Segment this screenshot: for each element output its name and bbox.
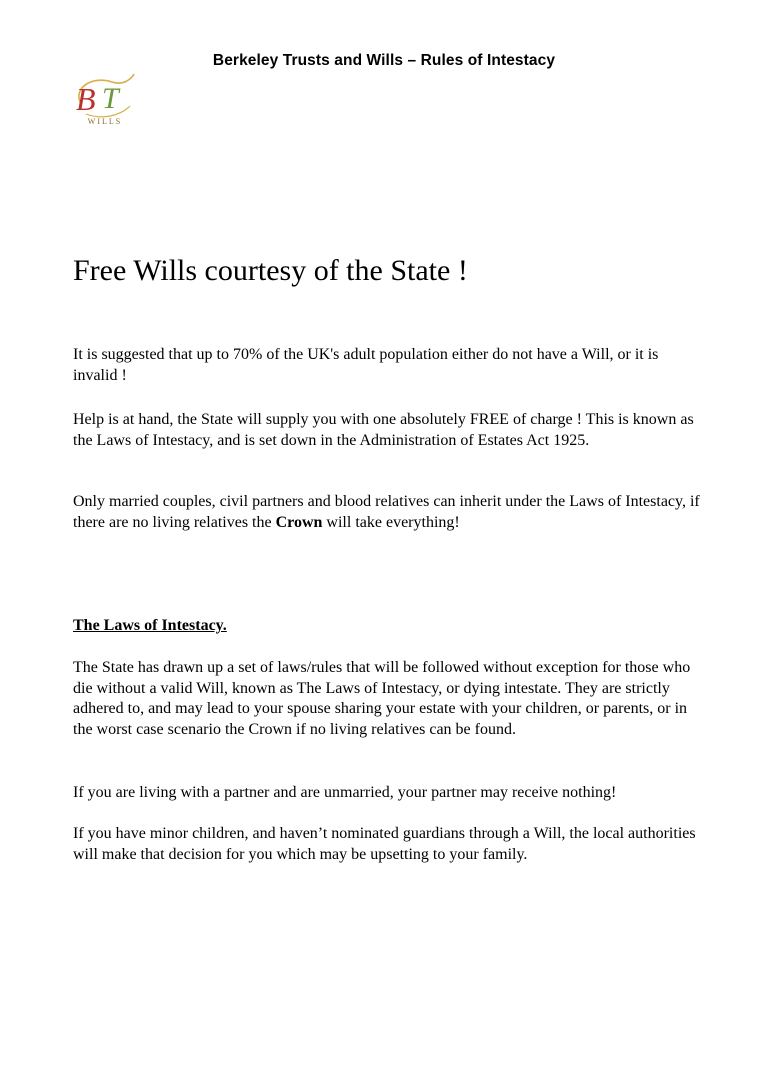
laws-paragraph-2: If you are living with a partner and are unmarried, your partner may receive nothing! bbox=[73, 784, 617, 801]
logo-letter-t: T bbox=[102, 82, 119, 115]
bt-wills-logo bbox=[72, 72, 138, 130]
laws-paragraph-1: The State has drawn up a set of laws/rules that will be followed without exception for those who die without a valid Will, known as The Laws of Intestacy, or dying intestate. They are strictly adhered to, and may lead to your spouse sharing your estate with your children, or parents, or in the worst case scenario the Crown if no living relatives can be found. bbox=[73, 659, 691, 738]
laws-paragraph-3: If you have minor children, and haven’t nominated guardians through a Will, the local authorities will make that decision for you which may be upsetting to your family. bbox=[73, 825, 696, 863]
intro-paragraph-3-end: will take everything! bbox=[322, 513, 460, 531]
logo-letter-b: B bbox=[76, 81, 96, 117]
document-header: Berkeley Trusts and Wills – Rules of Intestacy bbox=[212, 52, 556, 69]
intro-paragraph-1: It is suggested that up to 70% of the UK's adult population either do not have a Will, or it is invalid ! bbox=[73, 346, 659, 384]
intro-paragraph-3-text: Only married couples, civil partners and blood relatives can inherit under the Laws of Intestacy, if there are no living relatives the bbox=[73, 493, 700, 531]
section-heading-laws: The Laws of Intestacy. bbox=[73, 617, 227, 634]
intro-paragraph-3 bbox=[73, 492, 703, 533]
logo-caption: WILLS bbox=[87, 117, 123, 126]
crown-emphasis: Crown bbox=[275, 513, 323, 531]
document-title: Free Wills courtesy of the State ! bbox=[73, 254, 468, 287]
intro-paragraph-2: Help is at hand, the State will supply you with one absolutely FREE of charge ! This is known as the Laws of Intestacy, and is set down in the Administration of Estates Act 1925. bbox=[73, 411, 694, 449]
